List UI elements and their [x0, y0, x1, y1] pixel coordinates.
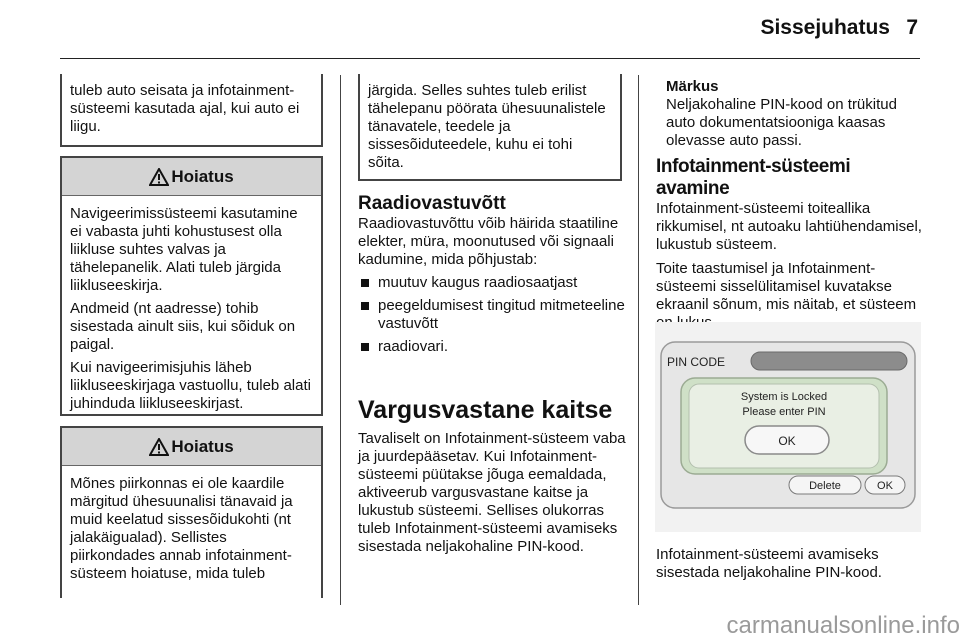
section-heading: Infotainment-süsteemi avamine — [656, 156, 851, 199]
warning-paragraph: Andmeid (nt aadresse) tohib sisestada ainult siis, kui sõiduk on paigal. — [70, 300, 296, 353]
pin-ok-button-label: OK — [877, 480, 893, 492]
continued-warning-box — [358, 74, 622, 181]
figure-caption: Infotainment-süsteemi avamiseks sisestada neljakohaline PIN-kood. — [656, 546, 882, 581]
bullet-square-icon — [361, 302, 369, 310]
section-text: Tavaliselt on Infotainment-süsteem vaba ja juurdepääsetav. Kui Infotainment-süsteemi püütakse jõuga eemaldada, aktiveerub vargusvastane kaitse ja lukustub süsteemi. Sellises olukorras tuleb Infotainment-süsteemi avamiseks sisestada neljakohaline PIN-kood. — [358, 430, 626, 555]
unlock-section — [656, 156, 924, 332]
note-label: Märkus — [666, 78, 719, 95]
pin-ok-button-label: OK — [778, 434, 796, 448]
watermark: carmanualsonline.info — [726, 612, 960, 639]
section-text: Infotainment-süsteemi toiteallika rikkumisel, nt autoaku lahtiühendamisel, lukustub süsteem. — [656, 200, 922, 253]
page-number: 7 — [906, 16, 918, 39]
column-divider — [638, 75, 639, 605]
warning-paragraph: Kui navigeerimisjuhis läheb liikluseeskirjaga vastuollu, tuleb alati juhinduda liikluseeskirjast. — [70, 359, 311, 412]
theft-section — [358, 396, 626, 556]
section-text: Raadiovastuvõttu võib häirida staatiline elekter, müra, moonutused või signaali kadumine, mida põhjustab: — [358, 215, 619, 268]
warning-header — [62, 428, 321, 466]
list-item: raadiovari. — [358, 338, 626, 356]
bullet-square-icon — [361, 279, 369, 287]
continued-warning-text: tuleb auto seisata ja infotainment-süsteemi kasutada ajal, kui auto ei liigu. — [70, 82, 300, 135]
warning-triangle-icon — [149, 168, 169, 186]
note-text: Neljakohaline PIN-kood on trükitud auto dokumentatsiooniga kaasas olevasse auto passi. — [666, 96, 897, 149]
column-divider — [340, 75, 341, 605]
warning-paragraph: Navigeerimissüsteemi kasutamine ei vabasta juhti kohustusest olla liikluse suhtes valvas ja tähelepanelik. Alati tuleb järgida liikluseeskirja. — [70, 205, 298, 294]
warning-title: Hoiatus — [171, 436, 234, 456]
pin-delete-button-label: Delete — [809, 480, 841, 492]
pin-screen-svg — [655, 322, 921, 532]
radio-section — [358, 193, 626, 356]
section-heading: Vargusvastane kaitse — [358, 396, 613, 424]
warning-header — [62, 158, 321, 196]
pin-screen-title: PIN CODE — [667, 355, 726, 369]
continued-warning-text: järgida. Selles suhtes tuleb erilist tähelepanu pöörata ühesuunalistele tänavatele, teedele ja sissesõiduteedele, kuhu ei tohi sõita. — [368, 82, 606, 171]
warning-body — [62, 466, 321, 592]
warning-body — [62, 196, 321, 422]
pin-screen-illustration — [655, 322, 921, 532]
bullet-square-icon — [361, 343, 369, 351]
warning-paragraph: Mõnes piirkonnas ei ole kaardile märgitud ühesuunalisi tänavaid ja muid keelatud sissesõidukohti (nt jalakäigualad). Sellistes piirkondades annab infotainment-süsteem hoiatuse, mida tuleb — [70, 475, 293, 582]
section-heading: Raadiovastuvõtt — [358, 193, 506, 214]
continued-warning-box — [60, 74, 323, 147]
warning-box-1 — [60, 156, 323, 416]
list-item: peegeldumisest tingitud mitmeteeline vastuvõtt — [358, 297, 626, 333]
list-item: muutuv kaugus raadiosaatjast — [358, 274, 626, 292]
warning-box-2 — [60, 426, 323, 598]
header-rule — [60, 58, 920, 59]
warning-triangle-icon — [149, 438, 169, 456]
section-text: Toite taastumisel ja Infotainment-süsteemi sisselülitamisel kuvatakse ekraanil sõnum, mis näitab, et süsteem — [656, 260, 917, 313]
page-header-title: Sissejuhatus — [760, 16, 890, 39]
warning-title: Hoiatus — [171, 166, 234, 186]
pin-screen-line: Please enter PIN — [742, 406, 826, 418]
pin-screen-line: System is Locked — [740, 391, 828, 403]
note-section — [666, 78, 926, 150]
